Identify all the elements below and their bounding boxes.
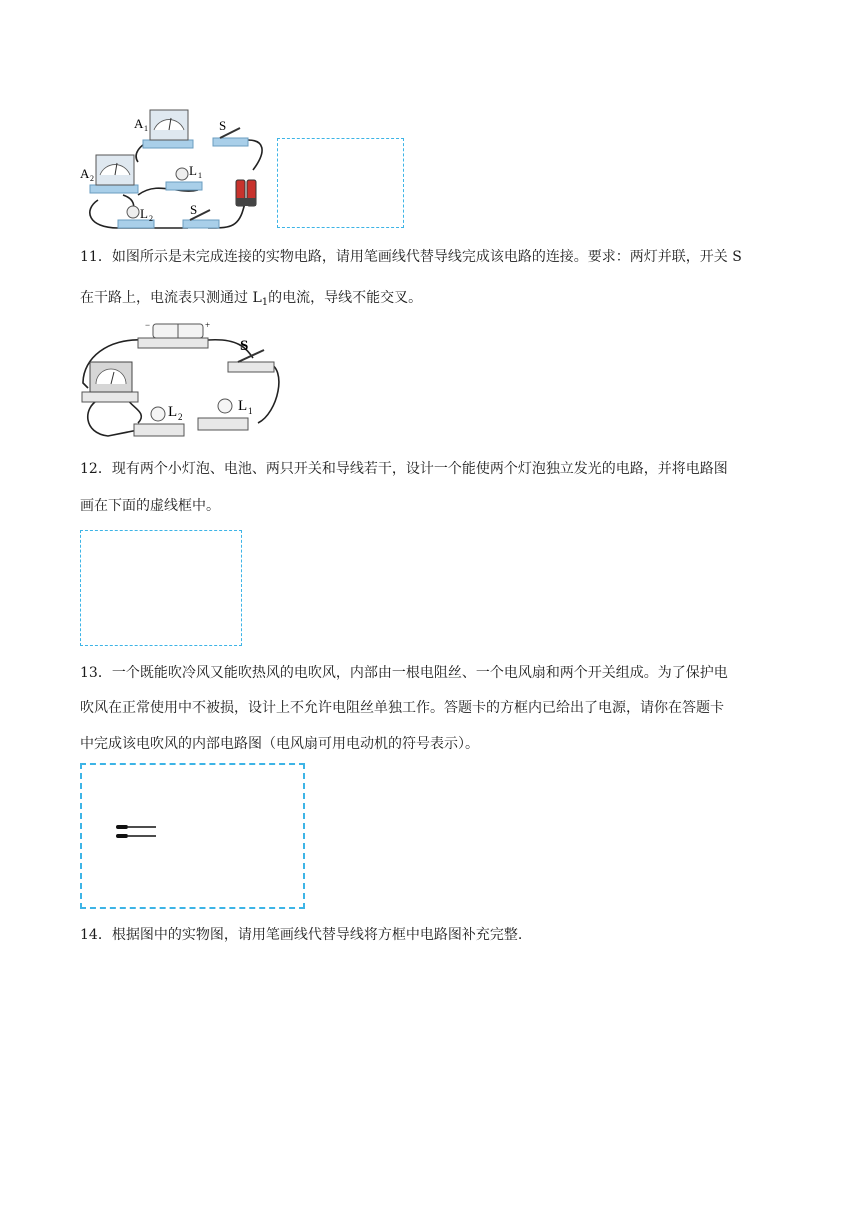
label-l2: L (140, 206, 148, 221)
label-l2-sub: 2 (149, 214, 153, 223)
label-s-bottom: S (190, 202, 198, 217)
label-a2: A (80, 166, 90, 181)
label-minus: − (145, 320, 151, 330)
label-l2-sub: 2 (178, 412, 183, 422)
figure-q11-circuit (78, 318, 288, 443)
q12-line1: 12．现有两个小灯泡、电池、两只开关和导线若干，设计一个能使两个灯泡独立发光的电路，并将电路图 (80, 461, 728, 477)
answer-box-q10[interactable] (277, 138, 404, 228)
q13-line1: 13．一个既能吹冷风又能吹热风的电吹风，内部由一根电阻丝、一个电风扇和两个开关组成。为了保护电 (80, 665, 728, 681)
q11-line1: 11．如图所示是未完成连接的实物电路，请用笔画线代替导线完成该电路的连接。要求：两灯并联，开关 S (80, 249, 742, 265)
label-l1: L (189, 163, 197, 178)
answer-box-q12[interactable] (80, 530, 242, 646)
figure-q10-circuit (78, 100, 278, 235)
label-l2: L (168, 404, 178, 420)
battery-symbol (116, 824, 158, 844)
q11-line2 (80, 287, 422, 314)
q11-line2-b: 的电流，导线不能交叉。 (268, 290, 423, 306)
answer-box-q13[interactable] (80, 763, 305, 909)
q13-line2: 吹风在正常使用中不被损，设计上不允许电阻丝单独工作。答题卡的方框内已给出了电源，请你在答题卡 (80, 700, 724, 716)
label-s-top: S (219, 118, 227, 133)
label-l1-sub: 1 (248, 406, 253, 416)
q13-line3: 中完成该电吹风的内部电路图（电风扇可用电动机的符号表示）。 (80, 736, 479, 752)
battery-symbol-svg (116, 824, 158, 840)
label-a2-sub: 2 (90, 174, 94, 183)
q10-circuit-svg (78, 100, 278, 235)
q11-line2-a: 在干路上，电流表只测通过 L (80, 290, 262, 306)
q14-line1: 14．根据图中的实物图，请用笔画线代替导线将方框中电路图补充完整. (80, 927, 523, 943)
q11-line2-sub: 1 (261, 297, 269, 308)
label-s: S (240, 338, 249, 354)
q12-line2: 画在下面的虚线框中。 (80, 498, 220, 514)
label-l1-sub: 1 (198, 171, 202, 180)
label-a1: A (134, 116, 144, 131)
label-plus: + (205, 320, 211, 330)
label-a1-sub: 1 (144, 124, 148, 133)
q11-circuit-svg (78, 318, 288, 443)
label-l1: L (238, 398, 248, 414)
